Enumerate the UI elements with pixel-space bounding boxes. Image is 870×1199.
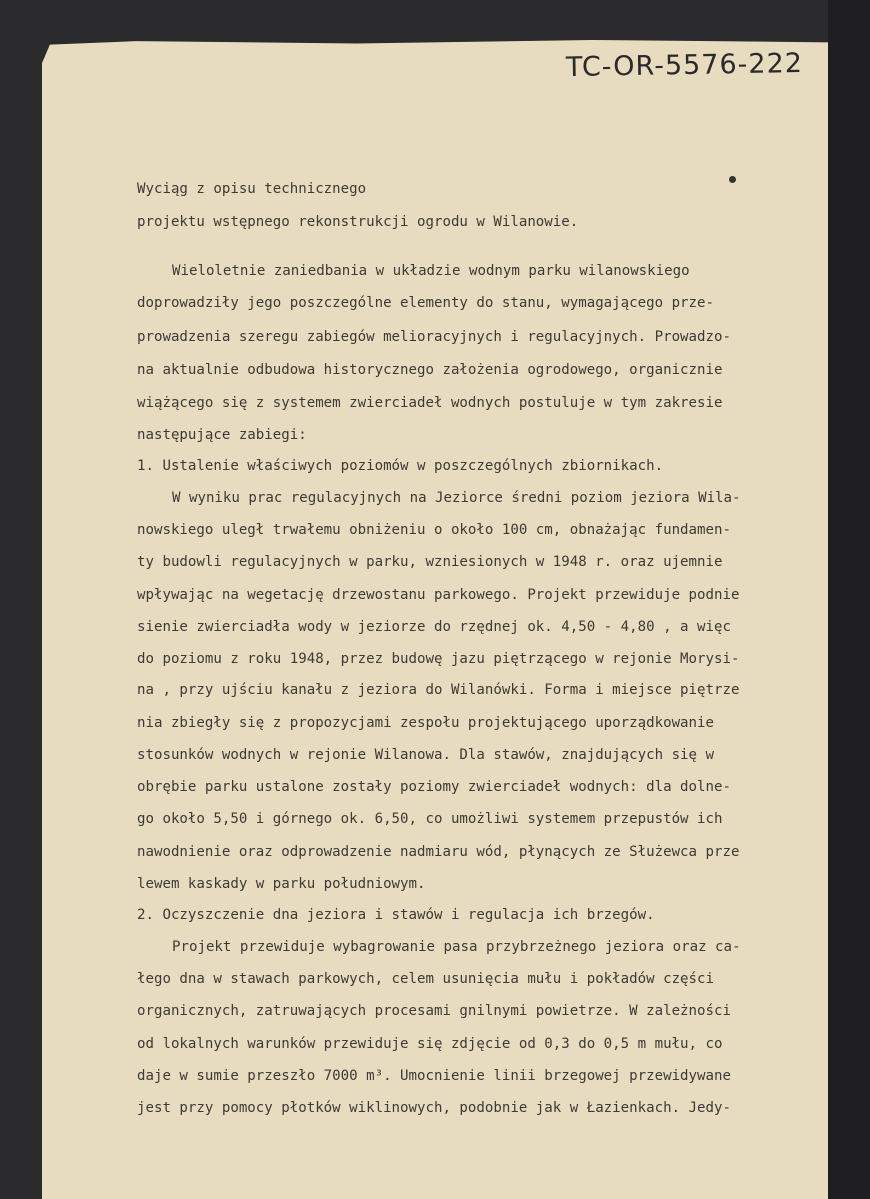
ink-dot	[729, 176, 736, 183]
background-right-edge	[828, 0, 870, 1199]
body-line: na , przy ujściu kanału z jeziora do Wilanówki. Forma i miejsce piętrze	[137, 682, 740, 698]
body-line: doprowadziły jego poszczególne elementy do stanu, wymagającego prze-	[137, 295, 714, 311]
body-line: stosunków wodnych w rejonie Wilanowa. Dla stawów, znajdujących się w	[137, 747, 714, 763]
body-line: obrębie parku ustalone zostały poziomy zwierciadeł wodnych: dla dolne-	[137, 779, 731, 795]
reference-number: TC-OR-5576-222	[565, 47, 804, 84]
heading-line-2: projektu wstępnego rekonstrukcji ogrodu w Wilanowie.	[137, 214, 579, 230]
body-line: wpływając na wegetację drzewostanu parkowego. Projekt przewiduje podnie	[137, 587, 740, 603]
body-line: Projekt przewiduje wybagrowanie pasa przybrzeżnego jeziora oraz ca-	[172, 939, 741, 955]
body-line: sienie zwierciadła wody w jeziorze do rzędnej ok. 4,50 - 4,80 , a więc	[137, 619, 731, 635]
body-line: go około 5,50 i górnego ok. 6,50, co umożliwi systemem przepustów ich	[137, 811, 723, 827]
body-line: ty budowli regulacyjnych w parku, wzniesionych w 1948 r. oraz ujemnie	[137, 554, 723, 570]
body-line: na aktualnie odbudowa historycznego założenia ogrodowego, organicznie	[137, 362, 723, 378]
body-line: nawodnienie oraz odprowadzenie nadmiaru wód, płynących ze Służewca prze	[137, 844, 740, 860]
section-heading-1: 1. Ustalenie właściwych poziomów w poszczególnych zbiornikach.	[137, 458, 664, 474]
body-line: do poziomu z roku 1948, przez budowę jazu piętrzącego w rejonie Morysi-	[137, 651, 740, 667]
body-line: jest przy pomocy płotków wiklinowych, podobnie jak w Łazienkach. Jedy-	[137, 1100, 731, 1116]
section-heading-2: 2. Oczyszczenie dna jeziora i stawów i regulacja ich brzegów.	[137, 907, 655, 923]
body-line: Wieloletnie zaniedbania w układzie wodnym parku wilanowskiego	[172, 263, 690, 279]
body-line: nowskiego uległ trwałemu obniżeniu o około 100 cm, obnażając fundamen-	[137, 522, 731, 538]
body-line: W wyniku prac regulacyjnych na Jeziorce średni poziom jeziora Wila-	[172, 490, 741, 506]
body-line: organicznych, zatruwających procesami gnilnymi powietrze. W zależności	[137, 1003, 731, 1019]
body-line: łego dna w stawach parkowych, celem usunięcia mułu i pokładów części	[137, 971, 714, 987]
heading-line-1: Wyciąg z opisu technicznego	[137, 181, 367, 197]
body-line: od lokalnych warunków przewiduje się zdjęcie od 0,3 do 0,5 m mułu, co	[137, 1036, 723, 1052]
body-line: prowadzenia szeregu zabiegów melioracyjnych i regulacyjnych. Prowadzo-	[137, 329, 731, 345]
body-line: lewem kaskady w parku południowym.	[137, 876, 426, 892]
body-line: wiążącego się z systemem zwierciadeł wodnych postuluje w tym zakresie	[137, 395, 723, 411]
body-line: nia zbiegły się z propozycjami zespołu projektującego uporządkowanie	[137, 715, 714, 731]
body-line: daje w sumie przeszło 7000 m³. Umocnienie linii brzegowej przewidywane	[137, 1068, 731, 1084]
body-line: następujące zabiegi:	[137, 427, 307, 443]
